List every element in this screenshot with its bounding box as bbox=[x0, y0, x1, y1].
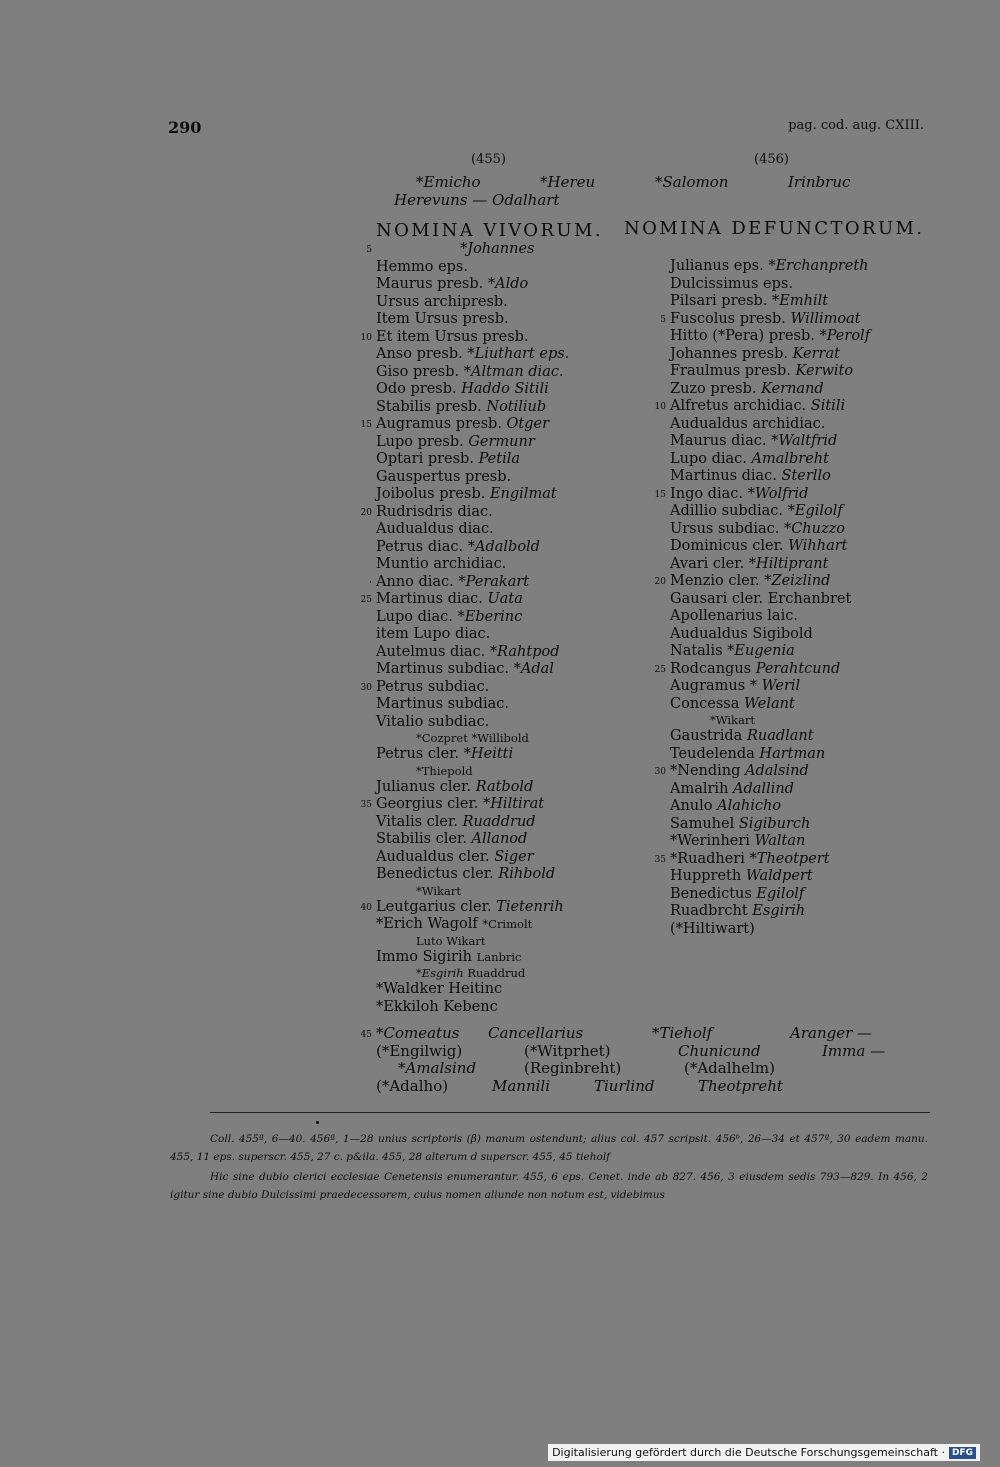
list-item bbox=[366, 241, 569, 259]
list-item bbox=[670, 746, 870, 764]
name-italic: Kerwito bbox=[795, 363, 854, 379]
list-item bbox=[670, 816, 870, 834]
list-item bbox=[670, 608, 870, 626]
name-italic: *Wolfrid bbox=[747, 485, 809, 502]
bottom-name: *Amalsind bbox=[398, 1059, 477, 1077]
name-italic: Uata bbox=[487, 591, 523, 607]
name-italic: Ruadlant bbox=[746, 728, 814, 744]
name-text: Ruadbrcht bbox=[670, 903, 748, 919]
bottom-row-3 bbox=[376, 1060, 936, 1078]
list-item bbox=[376, 999, 569, 1017]
name-text: Fuscolus presb. bbox=[670, 310, 786, 327]
list-item bbox=[670, 538, 870, 556]
name-text: Anso presb. bbox=[376, 346, 463, 362]
bottom-name: Chunicund bbox=[678, 1041, 761, 1060]
name-italic: Haddo Sitili bbox=[461, 381, 549, 397]
list-item bbox=[670, 886, 870, 904]
bottom-name: Mannili bbox=[492, 1076, 551, 1095]
name-text: Benedictus cler. bbox=[376, 866, 494, 882]
name-italic: *Rahtpod bbox=[489, 643, 560, 660]
name-italic: Sterllo bbox=[781, 468, 831, 484]
list-item bbox=[376, 866, 569, 884]
name-italic: *Waltfrid bbox=[771, 433, 838, 449]
bottom-name: (*Witprhet) bbox=[524, 1041, 611, 1060]
list-item bbox=[660, 310, 870, 329]
name-italic: Ruaddrud bbox=[462, 813, 536, 830]
name-italic: *Perolf bbox=[819, 328, 871, 344]
list-item bbox=[360, 503, 569, 522]
name-italic: Esgirih bbox=[752, 903, 806, 919]
line-number: 10 bbox=[654, 402, 666, 412]
name-text: *Cozpret *Willibold bbox=[416, 731, 529, 745]
list-item bbox=[376, 626, 569, 644]
list-item bbox=[654, 485, 870, 504]
name-text: *Wikart bbox=[710, 713, 755, 727]
name-text: Audualdus cler. bbox=[376, 848, 490, 865]
name-text: Anulo bbox=[670, 798, 713, 814]
name-text: Audualdus archidiac. bbox=[670, 415, 826, 432]
bottom-name: (*Adalhelm) bbox=[684, 1059, 775, 1077]
name-italic: *Adalbold bbox=[467, 538, 540, 555]
line-number: 25 bbox=[654, 664, 666, 675]
line-number: · bbox=[369, 577, 372, 588]
list-item bbox=[670, 293, 870, 311]
name-text: Samuhel bbox=[670, 815, 735, 832]
name-italic: Amalbreht bbox=[751, 450, 829, 467]
name-italic: *Johannes bbox=[460, 241, 535, 257]
list-item bbox=[670, 696, 870, 714]
name-text: Luto Wikart bbox=[416, 933, 486, 948]
name-italic: Petila bbox=[478, 451, 520, 467]
list-item bbox=[376, 831, 569, 849]
list-item bbox=[376, 276, 569, 294]
name-text: Julianus cler. bbox=[376, 778, 472, 795]
line-number: 30 bbox=[360, 682, 372, 693]
list-item bbox=[376, 714, 569, 732]
list-item bbox=[376, 259, 569, 277]
list-item bbox=[376, 966, 569, 981]
bottom-name: *Comeatus bbox=[376, 1024, 460, 1042]
list-item bbox=[670, 713, 870, 728]
list-item bbox=[670, 798, 870, 816]
name-italic: *Perakart bbox=[458, 573, 530, 590]
name-text: *Ruadheri bbox=[670, 850, 745, 867]
name-text: Dominicus cler. bbox=[670, 538, 784, 554]
head-line-two: Herevuns — Odalhart bbox=[394, 191, 560, 209]
list-item bbox=[376, 521, 569, 539]
name-text: Giso presb. bbox=[376, 363, 460, 380]
name-italic: Sitili bbox=[810, 398, 846, 414]
footnote-apparatus: Coll. 455ª, 6—40. 456ª, 1—28 unius scriptoris (β) manum ostendunt; alius col. 457 scripsit. 456ᵇ, 26—34 et 457ª, 30 eadem manu. 455, 11 eps. superscr. 455, 27 c. p&ila. 455, 28 alterum d superscr. 455, 45 tieholf bbox=[170, 1133, 928, 1163]
name-italic: Waltan bbox=[754, 833, 806, 849]
line-number: 15 bbox=[360, 420, 372, 430]
line-number: 10 bbox=[360, 332, 372, 343]
list-item bbox=[670, 468, 870, 486]
dfg-acknowledgement bbox=[548, 1444, 980, 1461]
acknowledgement-text: Digitalisierung gefördert durch die Deutsche Forschungsgemeinschaft · bbox=[552, 1446, 945, 1459]
bottom-name: (*Engilwig) bbox=[376, 1041, 463, 1060]
name-text: Concessa bbox=[670, 695, 740, 712]
name-italic: *Liuthart eps. bbox=[467, 346, 570, 362]
list-item bbox=[376, 609, 569, 627]
list-item bbox=[654, 660, 870, 679]
name-italic: *Eberinc bbox=[457, 608, 523, 625]
name-text: Natalis bbox=[670, 643, 723, 659]
column-number-right: (456) bbox=[754, 152, 789, 167]
name-italic: *Theotpert bbox=[749, 850, 830, 867]
name-text: (*Hiltiwart) bbox=[670, 920, 755, 937]
list-item bbox=[376, 364, 569, 382]
list-item bbox=[369, 573, 569, 592]
name-text: Hemmo eps. bbox=[376, 258, 468, 275]
list-item bbox=[376, 486, 569, 504]
name-small: Lanbric bbox=[476, 949, 522, 964]
list-item bbox=[670, 728, 870, 746]
name-text: *Wikart bbox=[416, 883, 461, 898]
list-item bbox=[376, 731, 569, 746]
name-italic: *Zeizlind bbox=[764, 573, 831, 589]
list-item bbox=[376, 949, 569, 967]
line-number: 25 bbox=[360, 595, 372, 605]
list-item bbox=[360, 796, 569, 814]
name-italic: Tietenrih bbox=[496, 898, 564, 915]
list-item bbox=[360, 416, 569, 434]
name-text: Stabilis presb. bbox=[376, 398, 482, 415]
list-item bbox=[376, 539, 569, 557]
title-nomina-defunctorum: NOMINA DEFUNCTORUM. bbox=[624, 218, 925, 239]
name-text: Stabilis cler. bbox=[376, 831, 467, 847]
name-small: *Crimolt bbox=[482, 917, 533, 931]
list-item bbox=[376, 849, 569, 867]
name-text: Adillio subdiac. bbox=[670, 503, 783, 519]
name-italic: *Chuzzo bbox=[783, 520, 845, 537]
name-text: Gauspertus presb. bbox=[376, 468, 512, 485]
name-text: Martinus subdiac. bbox=[376, 696, 509, 712]
name-text: Martinus subdiac. bbox=[376, 661, 509, 677]
line-number: 40 bbox=[360, 902, 372, 913]
name-italic: Waldpert bbox=[745, 868, 813, 884]
list-item bbox=[376, 916, 569, 934]
name-italic: Rihbold bbox=[498, 866, 556, 882]
head-name-salomon: *Salomon bbox=[655, 173, 729, 191]
name-italic: Egilolf bbox=[756, 885, 805, 902]
name-italic: *Heitti bbox=[463, 746, 514, 762]
list-item bbox=[654, 850, 870, 869]
list-item bbox=[670, 416, 870, 434]
list-item bbox=[376, 469, 569, 487]
name-italic: Adalsind bbox=[745, 763, 809, 779]
name-text: *Ekkiloh Kebenc bbox=[376, 998, 498, 1015]
bottom-row-4 bbox=[376, 1078, 936, 1096]
name-italic: *Esgirih bbox=[416, 966, 464, 980]
column-number-left: (455) bbox=[471, 152, 506, 167]
name-italic: Welant bbox=[744, 695, 795, 712]
list-item bbox=[360, 898, 569, 917]
list-item bbox=[376, 294, 569, 312]
name-italic: *Egilolf bbox=[787, 503, 843, 519]
list-item bbox=[376, 934, 569, 949]
list-item bbox=[654, 573, 870, 591]
name-text: Dulcissimus eps. bbox=[670, 275, 793, 292]
line-number: 20 bbox=[654, 577, 666, 587]
vivorum-list bbox=[360, 241, 570, 1016]
name-text: Martinus diac. bbox=[670, 468, 777, 484]
list-item bbox=[670, 521, 870, 539]
name-text: Teudelenda bbox=[670, 745, 755, 762]
list-item bbox=[376, 779, 569, 797]
list-item bbox=[670, 921, 870, 939]
head-name-hereu: *Hereu bbox=[540, 173, 596, 191]
name-text: Autelmus diac. bbox=[376, 643, 486, 660]
bottom-name: Cancellarius bbox=[488, 1024, 584, 1042]
list-item bbox=[670, 781, 870, 799]
bottom-name: (Reginbreht) bbox=[524, 1059, 622, 1077]
name-text: Petrus diac. bbox=[376, 538, 464, 555]
name-text: Odo presb. bbox=[376, 381, 457, 397]
name-text: Audualdus diac. bbox=[376, 521, 494, 537]
head-name-irinbruc: Irinbruc bbox=[788, 173, 851, 191]
name-text: *Thiepold bbox=[416, 763, 473, 778]
name-text: Augramus presb. bbox=[376, 416, 502, 432]
list-item bbox=[670, 328, 870, 346]
bottom-row-2 bbox=[376, 1043, 936, 1061]
bottom-name: *Tieholf bbox=[652, 1024, 713, 1042]
list-item bbox=[360, 328, 569, 347]
footnote-commentary: Hic sine dubio clerici ecclesiae Cenetensis enumerantur. 455, 6 eps. Cenet. inde ab 827. 456, 3 eiusdem sedis 793—829. In 456, 2 igitur sine dubio Dulcissimi praedecessorem, cuius nomen aliunde non notum est, videbimus bbox=[170, 1171, 928, 1201]
list-item bbox=[670, 503, 870, 521]
list-item bbox=[670, 258, 870, 276]
name-text: item Lupo diac. bbox=[376, 626, 491, 642]
list-item bbox=[670, 433, 870, 451]
name-text: *Werinheri bbox=[670, 833, 750, 849]
list-item bbox=[376, 346, 569, 364]
list-item bbox=[654, 763, 870, 781]
list-item bbox=[670, 346, 870, 364]
name-italic: Sigiburch bbox=[738, 815, 811, 832]
list-item bbox=[670, 626, 870, 644]
list-item bbox=[376, 381, 569, 399]
name-italic: *Erchanpreth bbox=[768, 258, 869, 274]
name-italic: *Eugenia bbox=[727, 643, 795, 659]
name-text: Amalrih bbox=[670, 780, 729, 797]
name-italic: *Adal bbox=[513, 661, 554, 677]
bottom-name: Theotpreht bbox=[698, 1076, 783, 1095]
list-item bbox=[376, 451, 569, 469]
list-item bbox=[670, 868, 870, 886]
name-text: Ursus subdiac. bbox=[670, 520, 780, 537]
list-item bbox=[670, 678, 870, 696]
name-italic: Adallind bbox=[733, 780, 794, 797]
name-italic: Otger bbox=[506, 416, 550, 432]
list-item bbox=[670, 363, 870, 381]
name-text: Hitto (*Pera) presb. bbox=[670, 328, 815, 344]
name-text: Petrus cler. bbox=[376, 746, 460, 762]
name-italic: Alahicho bbox=[717, 798, 782, 814]
list-item bbox=[376, 814, 569, 832]
list-item bbox=[376, 764, 569, 779]
name-text: Johannes presb. bbox=[670, 345, 788, 362]
line-number-45: 45 bbox=[360, 1030, 372, 1040]
name-italic: Engilmat bbox=[489, 486, 557, 502]
list-item bbox=[670, 643, 870, 661]
footnote-rule bbox=[210, 1112, 930, 1113]
list-item bbox=[376, 746, 569, 764]
list-item bbox=[670, 903, 870, 921]
name-text: Pilsari presb. bbox=[670, 293, 768, 309]
list-item bbox=[376, 981, 569, 999]
line-number: 35 bbox=[360, 800, 372, 810]
name-text: Joibolus presb. bbox=[376, 486, 486, 502]
bottom-name: Imma — bbox=[822, 1041, 886, 1060]
name-text: Et item Ursus presb. bbox=[376, 328, 529, 345]
name-text: Avari cler. bbox=[670, 555, 745, 572]
name-text: Immo Sigirih bbox=[376, 948, 472, 965]
list-item bbox=[360, 678, 569, 697]
name-text: Menzio cler. bbox=[670, 573, 760, 589]
line-number: 5 bbox=[366, 245, 372, 255]
list-item bbox=[670, 556, 870, 574]
name-italic: Willimoat bbox=[790, 310, 861, 327]
name-text: Maurus presb. bbox=[376, 276, 484, 292]
name-text: *Erich Wagolf bbox=[376, 916, 478, 932]
name-italic: *Hiltiprant bbox=[748, 555, 829, 572]
name-text: Rodcangus bbox=[670, 660, 752, 677]
name-text: Benedictus bbox=[670, 885, 752, 902]
name-text: Ursus archipresb. bbox=[376, 293, 508, 310]
name-italic: *Hiltirat bbox=[483, 796, 545, 812]
name-italic: Wihhart bbox=[788, 538, 848, 554]
list-item bbox=[360, 591, 569, 609]
name-text: Muntio archidiac. bbox=[376, 556, 507, 572]
name-text: Petrus subdiac. bbox=[376, 678, 490, 695]
bottom-name: Aranger — bbox=[790, 1024, 873, 1042]
page-number: 290 bbox=[168, 118, 202, 137]
name-small: Ruaddrud bbox=[467, 966, 526, 980]
name-italic: *Aldo bbox=[487, 276, 529, 292]
name-italic: *Emhilt bbox=[772, 293, 829, 309]
line-number: 5 bbox=[660, 314, 666, 325]
line-number: 15 bbox=[654, 489, 666, 500]
name-italic: Allanod bbox=[471, 831, 528, 847]
list-item bbox=[376, 399, 569, 417]
bottom-name: (*Adalho) bbox=[376, 1076, 449, 1095]
list-item bbox=[376, 696, 569, 714]
name-text: *Waldker Heitinc bbox=[376, 981, 503, 997]
name-text: Item Ursus presb. bbox=[376, 311, 509, 327]
list-item bbox=[654, 398, 870, 416]
list-item bbox=[670, 591, 870, 609]
name-text: Anno diac. bbox=[376, 573, 454, 590]
ink-dot bbox=[316, 1121, 319, 1124]
name-text: Georgius cler. bbox=[376, 796, 479, 812]
name-text: Maurus diac. bbox=[670, 433, 767, 449]
name-text: Lupo presb. bbox=[376, 433, 464, 450]
name-text: Gaustrida bbox=[670, 728, 743, 744]
bottom-names-block bbox=[360, 1024, 936, 1095]
name-italic: Hartman bbox=[759, 745, 826, 762]
name-text: Fraulmus presb. bbox=[670, 363, 791, 379]
name-text: Vitalis cler. bbox=[376, 813, 458, 830]
name-text: Augramus bbox=[670, 678, 746, 694]
name-italic: Germunr bbox=[468, 433, 535, 450]
name-text: Optari presb. bbox=[376, 451, 474, 467]
name-italic: Perahtcund bbox=[755, 660, 841, 677]
bottom-row-1 bbox=[360, 1024, 936, 1043]
name-text: Rudrisdris diac. bbox=[376, 503, 493, 520]
name-italic: Ratbold bbox=[475, 778, 534, 795]
dfg-logo-icon: DFG bbox=[949, 1447, 976, 1459]
name-text: Lupo diac. bbox=[376, 608, 453, 625]
name-text: Leutgarius cler. bbox=[376, 898, 492, 915]
list-item bbox=[376, 661, 569, 679]
name-text: Alfretus archidiac. bbox=[670, 398, 807, 414]
name-italic: * Weril bbox=[749, 678, 801, 694]
list-item bbox=[376, 556, 569, 574]
footnotes bbox=[170, 1130, 928, 1204]
bottom-name: Tiurlind bbox=[594, 1076, 655, 1095]
name-text: Apollenarius laic. bbox=[670, 608, 798, 624]
name-text: Zuzo presb. bbox=[670, 380, 757, 397]
list-item bbox=[670, 451, 870, 469]
list-item bbox=[670, 833, 870, 851]
list-item bbox=[376, 311, 569, 329]
name-text: Julianus eps. bbox=[670, 258, 764, 274]
name-text: Huppreth bbox=[670, 868, 742, 884]
name-italic: *Altman diac. bbox=[463, 363, 564, 380]
name-text: Gausari cler. Erchanbret bbox=[670, 590, 852, 607]
defunctorum-list bbox=[654, 258, 871, 938]
name-italic: Kerrat bbox=[792, 345, 840, 362]
name-italic: Siger bbox=[494, 848, 534, 865]
name-text: Lupo diac. bbox=[670, 450, 747, 467]
line-number: 30 bbox=[654, 767, 666, 777]
list-item bbox=[376, 644, 569, 662]
name-text: Ingo diac. bbox=[670, 485, 743, 502]
line-number: 20 bbox=[360, 507, 372, 518]
name-text: *Nending bbox=[670, 763, 741, 779]
name-text: Audualdus Sigibold bbox=[670, 625, 813, 642]
head-name-emicho: *Emicho bbox=[416, 173, 481, 191]
title-nomina-vivorum: NOMINA VIVORUM. bbox=[376, 220, 603, 241]
list-item bbox=[376, 884, 569, 899]
running-title: pag. cod. aug. CXIII. bbox=[788, 118, 924, 133]
line-number: 35 bbox=[654, 854, 666, 865]
name-italic: Kernand bbox=[761, 380, 824, 397]
name-italic: Notiliub bbox=[486, 398, 547, 415]
list-item bbox=[376, 434, 569, 452]
name-text: Martinus diac. bbox=[376, 591, 483, 607]
list-item bbox=[670, 276, 870, 294]
list-item bbox=[670, 381, 870, 399]
name-text: Vitalio subdiac. bbox=[376, 713, 490, 730]
